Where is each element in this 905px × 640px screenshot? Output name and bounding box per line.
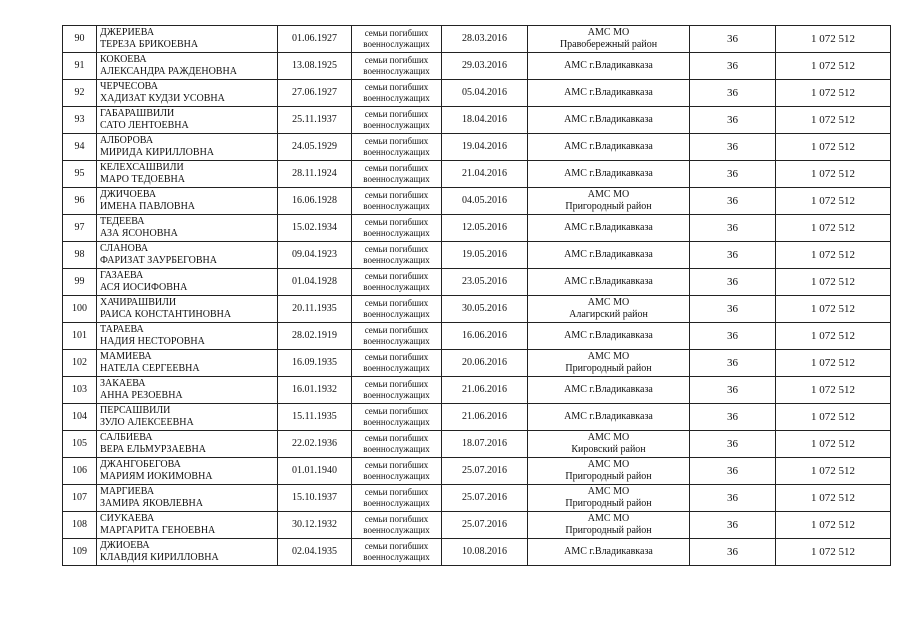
given-names: ВЕРА ЕЛЬМУРЗАЕВНА: [100, 444, 206, 455]
registration-date: 19.04.2016: [442, 134, 528, 161]
surname: ДЖИЧОЕВА: [100, 189, 157, 200]
organization: [528, 350, 690, 377]
category-line-2: военнослужащих: [363, 39, 430, 49]
table-row: [63, 53, 891, 80]
sum: 1 072 512: [776, 80, 891, 107]
registration-date: 12.05.2016: [442, 215, 528, 242]
registration-date: 10.08.2016: [442, 539, 528, 566]
surname: КЕЛЕХСАШВИЛИ: [100, 162, 184, 173]
full-name: [97, 269, 278, 296]
category-line-1: семьи погибших: [364, 244, 429, 254]
org-line-2: Пригородный район: [565, 525, 652, 536]
birth-date: 16.09.1935: [278, 350, 352, 377]
organization: [528, 539, 690, 566]
category: [352, 26, 442, 53]
org-line-2: Пригородный район: [565, 498, 652, 509]
category: [352, 458, 442, 485]
table-row: [63, 404, 891, 431]
amount: 36: [690, 269, 776, 296]
table-row: [63, 431, 891, 458]
birth-date: 28.11.1924: [278, 161, 352, 188]
org-line-1: АМС г.Владикавказа: [564, 114, 653, 125]
category-line-2: военнослужащих: [363, 525, 430, 535]
category-line-1: семьи погибших: [364, 325, 429, 335]
given-names: НАТЕЛА СЕРГЕЕВНА: [100, 363, 200, 374]
row-number: 95: [63, 161, 97, 188]
birth-date: 30.12.1932: [278, 512, 352, 539]
surname: ДЖАНГОБЕГОВА: [100, 459, 181, 470]
category-line-2: военнослужащих: [363, 120, 430, 130]
surname: СИУКАЕВА: [100, 513, 155, 524]
sum: 1 072 512: [776, 107, 891, 134]
given-names: АЗА ЯСОНОВНА: [100, 228, 178, 239]
category-line-1: семьи погибших: [364, 352, 429, 362]
birth-date: 27.06.1927: [278, 80, 352, 107]
birth-date: 13.08.1925: [278, 53, 352, 80]
table-row: [63, 215, 891, 242]
table-body: [63, 26, 891, 566]
given-names: МИРИДА КИРИЛЛОВНА: [100, 147, 215, 158]
table-row: [63, 242, 891, 269]
surname: ТЕДЕЕВА: [100, 216, 145, 227]
surname: ЗАКАЕВА: [100, 378, 146, 389]
organization: [528, 188, 690, 215]
org-line-2: Пригородный район: [565, 363, 652, 374]
surname: ПЕРСАШВИЛИ: [100, 405, 171, 416]
category: [352, 269, 442, 296]
org-line-1: АМС МО: [587, 432, 630, 443]
birth-date: 02.04.1935: [278, 539, 352, 566]
row-number: 108: [63, 512, 97, 539]
sum: 1 072 512: [776, 26, 891, 53]
amount: 36: [690, 53, 776, 80]
org-line-1: АМС г.Владикавказа: [564, 141, 653, 152]
amount: 36: [690, 458, 776, 485]
row-number: 96: [63, 188, 97, 215]
given-names: МАРИЯМ ИОКИМОВНА: [100, 471, 213, 482]
given-names: САТО ЛЕНТОЕВНА: [100, 120, 189, 131]
registration-date: 25.07.2016: [442, 458, 528, 485]
category: [352, 377, 442, 404]
table-row: [63, 323, 891, 350]
birth-date: 15.10.1937: [278, 485, 352, 512]
sum: 1 072 512: [776, 350, 891, 377]
table-row: [63, 350, 891, 377]
amount: 36: [690, 242, 776, 269]
category-line-1: семьи погибших: [364, 379, 429, 389]
table-row: [63, 188, 891, 215]
category-line-1: семьи погибших: [364, 136, 429, 146]
recipients-table: [62, 25, 891, 566]
sum: 1 072 512: [776, 188, 891, 215]
row-number: 104: [63, 404, 97, 431]
category-line-1: семьи погибших: [364, 271, 429, 281]
surname: ГАЗАЕВА: [100, 270, 144, 281]
surname: ТАРАЕВА: [100, 324, 144, 335]
registration-date: 21.06.2016: [442, 377, 528, 404]
birth-date: 20.11.1935: [278, 296, 352, 323]
org-line-2: Пригородный район: [565, 471, 652, 482]
category: [352, 215, 442, 242]
row-number: 106: [63, 458, 97, 485]
sum: 1 072 512: [776, 134, 891, 161]
category-line-2: военнослужащих: [363, 444, 430, 454]
category-line-1: семьи погибших: [364, 82, 429, 92]
org-line-1: АМС МО: [587, 189, 630, 200]
birth-date: 25.11.1937: [278, 107, 352, 134]
organization: [528, 296, 690, 323]
category-line-2: военнослужащих: [363, 336, 430, 346]
registration-date: 23.05.2016: [442, 269, 528, 296]
category-line-2: военнослужащих: [363, 228, 430, 238]
org-line-2: Кировский район: [571, 444, 646, 455]
given-names: АСЯ ИОСИФОВНА: [100, 282, 188, 293]
full-name: [97, 431, 278, 458]
full-name: [97, 350, 278, 377]
registration-date: 30.05.2016: [442, 296, 528, 323]
given-names: АЛЕКСАНДРА РАЖДЕНОВНА: [100, 66, 237, 77]
given-names: ФАРИЗАТ ЗАУРБЕГОВНА: [100, 255, 217, 266]
birth-date: 16.06.1928: [278, 188, 352, 215]
surname: САЛБИЕВА: [100, 432, 153, 443]
org-line-2: Правобережный район: [559, 39, 658, 50]
org-line-1: АМС г.Владикавказа: [564, 222, 653, 233]
category: [352, 53, 442, 80]
given-names: МАРО ТЕДОЕВНА: [100, 174, 185, 185]
surname: СЛАНОВА: [100, 243, 149, 254]
sum: 1 072 512: [776, 269, 891, 296]
category-line-2: военнослужащих: [363, 390, 430, 400]
table-row: [63, 107, 891, 134]
organization: [528, 215, 690, 242]
amount: 36: [690, 80, 776, 107]
organization: [528, 161, 690, 188]
category-line-1: семьи погибших: [364, 109, 429, 119]
registration-date: 18.07.2016: [442, 431, 528, 458]
surname: МАМИЕВА: [100, 351, 152, 362]
registration-date: 18.04.2016: [442, 107, 528, 134]
given-names: ИМЕНА ПАВЛОВНА: [100, 201, 196, 212]
category-line-1: семьи погибших: [364, 217, 429, 227]
category-line-1: семьи погибших: [364, 55, 429, 65]
surname: АЛБОРОВА: [100, 135, 154, 146]
category-line-2: военнослужащих: [363, 309, 430, 319]
surname: КОКОЕВА: [100, 54, 147, 65]
amount: 36: [690, 134, 776, 161]
category-line-2: военнослужащих: [363, 363, 430, 373]
table-row: [63, 458, 891, 485]
row-number: 100: [63, 296, 97, 323]
org-line-1: АМС г.Владикавказа: [564, 330, 653, 341]
row-number: 98: [63, 242, 97, 269]
category-line-1: семьи погибших: [364, 541, 429, 551]
full-name: [97, 377, 278, 404]
full-name: [97, 26, 278, 53]
amount: 36: [690, 296, 776, 323]
sum: 1 072 512: [776, 377, 891, 404]
category-line-1: семьи погибших: [364, 190, 429, 200]
organization: [528, 80, 690, 107]
full-name: [97, 296, 278, 323]
table-row: [63, 80, 891, 107]
org-line-2: Пригородный район: [565, 201, 652, 212]
org-line-1: АМС г.Владикавказа: [564, 411, 653, 422]
sum: 1 072 512: [776, 512, 891, 539]
org-line-1: АМС г.Владикавказа: [564, 249, 653, 260]
category-line-2: военнослужащих: [363, 93, 430, 103]
category: [352, 539, 442, 566]
amount: 36: [690, 215, 776, 242]
amount: 36: [690, 107, 776, 134]
amount: 36: [690, 161, 776, 188]
org-line-2: Алагирский район: [569, 309, 648, 320]
registration-date: 21.04.2016: [442, 161, 528, 188]
category: [352, 161, 442, 188]
category-line-1: семьи погибших: [364, 298, 429, 308]
given-names: АННА РЕЗОЕВНА: [100, 390, 183, 401]
amount: 36: [690, 350, 776, 377]
amount: 36: [690, 485, 776, 512]
registration-date: 19.05.2016: [442, 242, 528, 269]
birth-date: 24.05.1929: [278, 134, 352, 161]
org-line-1: АМС г.Владикавказа: [564, 384, 653, 395]
row-number: 99: [63, 269, 97, 296]
sum: 1 072 512: [776, 242, 891, 269]
category-line-1: семьи погибших: [364, 487, 429, 497]
category-line-1: семьи погибших: [364, 433, 429, 443]
full-name: [97, 53, 278, 80]
organization: [528, 53, 690, 80]
surname: ГАБАРАШВИЛИ: [100, 108, 175, 119]
registration-date: 20.06.2016: [442, 350, 528, 377]
amount: 36: [690, 512, 776, 539]
full-name: [97, 539, 278, 566]
category-line-2: военнослужащих: [363, 471, 430, 481]
amount: 36: [690, 26, 776, 53]
registration-date: 21.06.2016: [442, 404, 528, 431]
category-line-2: военнослужащих: [363, 201, 430, 211]
row-number: 107: [63, 485, 97, 512]
table-row: [63, 26, 891, 53]
sum: 1 072 512: [776, 215, 891, 242]
sum: 1 072 512: [776, 485, 891, 512]
amount: 36: [690, 323, 776, 350]
birth-date: 01.01.1940: [278, 458, 352, 485]
sum: 1 072 512: [776, 404, 891, 431]
full-name: [97, 107, 278, 134]
given-names: ЗАМИРА ЯКОВЛЕВНА: [100, 498, 203, 509]
birth-date: 09.04.1923: [278, 242, 352, 269]
category: [352, 512, 442, 539]
given-names: МАРГАРИТА ГЕНОЕВНА: [100, 525, 216, 536]
category-line-2: военнослужащих: [363, 498, 430, 508]
org-line-1: АМС МО: [587, 459, 630, 470]
table-row: [63, 161, 891, 188]
sum: 1 072 512: [776, 296, 891, 323]
given-names: КЛАВДИЯ КИРИЛЛОВНА: [100, 552, 219, 563]
category-line-2: военнослужащих: [363, 66, 430, 76]
category-line-2: военнослужащих: [363, 282, 430, 292]
category-line-1: семьи погибших: [364, 514, 429, 524]
registration-date: 04.05.2016: [442, 188, 528, 215]
birth-date: 15.11.1935: [278, 404, 352, 431]
registration-date: 28.03.2016: [442, 26, 528, 53]
organization: [528, 512, 690, 539]
full-name: [97, 458, 278, 485]
category: [352, 323, 442, 350]
category-line-1: семьи погибших: [364, 460, 429, 470]
category-line-2: военнослужащих: [363, 255, 430, 265]
full-name: [97, 215, 278, 242]
birth-date: 16.01.1932: [278, 377, 352, 404]
table-row: [63, 512, 891, 539]
row-number: 103: [63, 377, 97, 404]
row-number: 93: [63, 107, 97, 134]
organization: [528, 431, 690, 458]
row-number: 101: [63, 323, 97, 350]
given-names: ЗУЛО АЛЕКСЕЕВНА: [100, 417, 194, 428]
org-line-1: АМС МО: [587, 351, 630, 362]
org-line-1: АМС г.Владикавказа: [564, 87, 653, 98]
surname: ДЖИОЕВА: [100, 540, 150, 551]
category: [352, 134, 442, 161]
row-number: 102: [63, 350, 97, 377]
organization: [528, 323, 690, 350]
sum: 1 072 512: [776, 539, 891, 566]
category: [352, 431, 442, 458]
amount: 36: [690, 188, 776, 215]
organization: [528, 26, 690, 53]
birth-date: 01.06.1927: [278, 26, 352, 53]
surname: ХАЧИРАШВИЛИ: [100, 297, 177, 308]
row-number: 94: [63, 134, 97, 161]
table-row: [63, 269, 891, 296]
registration-date: 25.07.2016: [442, 485, 528, 512]
table-row: [63, 485, 891, 512]
birth-date: 22.02.1936: [278, 431, 352, 458]
category-line-2: военнослужащих: [363, 174, 430, 184]
full-name: [97, 485, 278, 512]
full-name: [97, 242, 278, 269]
org-line-1: АМС МО: [587, 297, 630, 308]
row-number: 91: [63, 53, 97, 80]
table-row: [63, 296, 891, 323]
organization: [528, 134, 690, 161]
sum: 1 072 512: [776, 161, 891, 188]
full-name: [97, 134, 278, 161]
amount: 36: [690, 431, 776, 458]
organization: [528, 377, 690, 404]
organization: [528, 269, 690, 296]
full-name: [97, 161, 278, 188]
amount: 36: [690, 404, 776, 431]
category: [352, 242, 442, 269]
surname: МАРГИЕВА: [100, 486, 155, 497]
category: [352, 296, 442, 323]
row-number: 90: [63, 26, 97, 53]
registration-date: 16.06.2016: [442, 323, 528, 350]
table-row: [63, 377, 891, 404]
given-names: ХАДИЗАТ КУДЗИ УСОВНА: [100, 93, 225, 104]
registration-date: 29.03.2016: [442, 53, 528, 80]
table-row: [63, 134, 891, 161]
row-number: 105: [63, 431, 97, 458]
given-names: ТЕРЕЗА БРИКОЕВНА: [100, 39, 199, 50]
org-line-1: АМС г.Владикавказа: [564, 168, 653, 179]
sum: 1 072 512: [776, 431, 891, 458]
birth-date: 15.02.1934: [278, 215, 352, 242]
birth-date: 28.02.1919: [278, 323, 352, 350]
sum: 1 072 512: [776, 53, 891, 80]
category-line-1: семьи погибших: [364, 28, 429, 38]
category-line-2: военнослужащих: [363, 147, 430, 157]
full-name: [97, 80, 278, 107]
category-line-1: семьи погибших: [364, 163, 429, 173]
organization: [528, 485, 690, 512]
category: [352, 485, 442, 512]
category: [352, 80, 442, 107]
category: [352, 188, 442, 215]
organization: [528, 404, 690, 431]
row-number: 109: [63, 539, 97, 566]
row-number: 92: [63, 80, 97, 107]
registration-date: 05.04.2016: [442, 80, 528, 107]
organization: [528, 242, 690, 269]
sum: 1 072 512: [776, 458, 891, 485]
category: [352, 107, 442, 134]
surname: ДЖЕРИЕВА: [100, 27, 155, 38]
given-names: РАИСА КОНСТАНТИНОВНА: [100, 309, 232, 320]
full-name: [97, 512, 278, 539]
amount: 36: [690, 377, 776, 404]
birth-date: 01.04.1928: [278, 269, 352, 296]
category-line-1: семьи погибших: [364, 406, 429, 416]
org-line-1: АМС МО: [587, 486, 630, 497]
amount: 36: [690, 539, 776, 566]
full-name: [97, 188, 278, 215]
full-name: [97, 323, 278, 350]
org-line-1: АМС г.Владикавказа: [564, 546, 653, 557]
sum: 1 072 512: [776, 323, 891, 350]
organization: [528, 458, 690, 485]
org-line-1: АМС г.Владикавказа: [564, 60, 653, 71]
org-line-1: АМС г.Владикавказа: [564, 276, 653, 287]
full-name: [97, 404, 278, 431]
category: [352, 350, 442, 377]
category: [352, 404, 442, 431]
category-line-2: военнослужащих: [363, 417, 430, 427]
given-names: НАДИЯ НЕСТОРОВНА: [100, 336, 205, 347]
organization: [528, 107, 690, 134]
category-line-2: военнослужащих: [363, 552, 430, 562]
table-row: [63, 539, 891, 566]
org-line-1: АМС МО: [587, 513, 630, 524]
surname: ЧЕРЧЕСОВА: [100, 81, 158, 92]
org-line-1: АМС МО: [587, 27, 630, 38]
registration-date: 25.07.2016: [442, 512, 528, 539]
row-number: 97: [63, 215, 97, 242]
